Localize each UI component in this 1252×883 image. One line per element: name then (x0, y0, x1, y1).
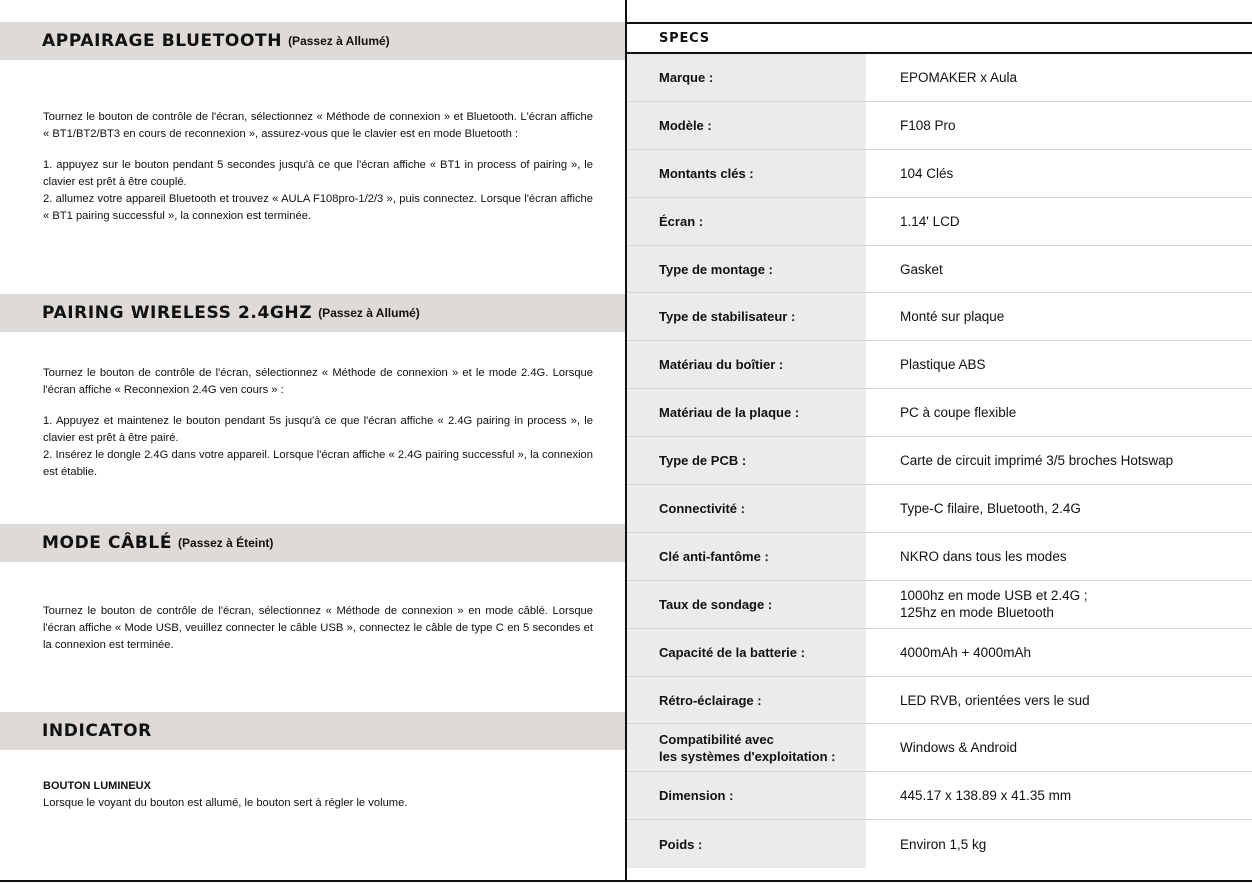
spec-value-text: Carte de circuit imprimé 3/5 broches Hotswap (900, 453, 1174, 469)
section-body-wired (43, 603, 593, 654)
spec-value (866, 150, 1252, 197)
spec-value-text: 104 Clés (900, 165, 954, 181)
spec-key (627, 724, 866, 771)
section-subtitle: (Passez à Allumé) (288, 34, 390, 48)
spec-key-text: Compatibilité avec les systèmes d'exploitation : (659, 731, 836, 764)
spec-key (627, 485, 866, 532)
spec-value-text: PC à coupe flexible (900, 405, 1017, 421)
spec-value-text: Monté sur plaque (900, 309, 1005, 325)
spec-key (627, 246, 866, 293)
spec-value-text: EPOMAKER x Aula (900, 69, 1018, 85)
spec-value-text: Environ 1,5 kg (900, 836, 987, 852)
spec-key (627, 677, 866, 724)
spec-row (627, 198, 1252, 246)
spec-key (627, 293, 866, 340)
spec-row (627, 629, 1252, 677)
section-subtitle: (Passez à Allumé) (318, 306, 420, 320)
spec-key (627, 150, 866, 197)
paragraph: Lorsque le voyant du bouton est allumé, le bouton sert à régler le volume. (43, 797, 408, 809)
section-header-bluetooth (0, 22, 625, 60)
paragraph: 1. Appuyez et maintenez le bouton pendant 5s jusqu'à ce que l'écran affiche « 2.4G pairing in process », le clavier est prêt à être pairé. (43, 415, 593, 444)
spec-key (627, 820, 866, 868)
spec-key (627, 533, 866, 580)
spec-row (627, 820, 1252, 868)
spec-value (866, 629, 1252, 676)
spec-value (866, 389, 1252, 436)
spec-value (866, 293, 1252, 340)
spec-key (627, 389, 866, 436)
spec-value-text: Plastique ABS (900, 357, 986, 373)
spec-row (627, 581, 1252, 629)
specs-header (627, 22, 1252, 54)
spec-row (627, 389, 1252, 437)
spec-row (627, 54, 1252, 102)
spec-value-text: 4000mAh + 4000mAh (900, 644, 1031, 660)
spec-key-text: Modèle : (659, 117, 712, 133)
spec-key-text: Connectivité : (659, 500, 745, 516)
spec-key-text: Rétro-éclairage : (659, 692, 762, 708)
spec-key-text: Capacité de la batterie : (659, 644, 805, 660)
specs-title: SPECS (659, 30, 710, 46)
spec-key (627, 629, 866, 676)
spec-value-text: Type-C filaire, Bluetooth, 2.4G (900, 500, 1081, 516)
spec-row (627, 772, 1252, 820)
spec-row (627, 246, 1252, 294)
spec-row (627, 102, 1252, 150)
paragraph: Tournez le bouton de contrôle de l'écran, sélectionnez « Méthode de connexion » et le mode 2.4G. Lorsque l'écran affiche « Reconnexion 2.4G ven cours » : (43, 367, 593, 396)
spec-value-text: 1000hz en mode USB et 2.4G ; 125hz en mode Bluetooth (900, 588, 1088, 621)
spec-value-text: Gasket (900, 261, 943, 277)
paragraph: Tournez le bouton de contrôle de l'écran, sélectionnez « Méthode de connexion » en mode câblé. Lorsque l'écran affiche « Mode USB, veuillez connecter le câble USB », connectez le câble de type C en 5 secondes et la connexion est terminée. (43, 605, 593, 651)
section-body-bluetooth (43, 109, 593, 225)
spec-value-text: F108 Pro (900, 117, 956, 133)
paragraph: Tournez le bouton de contrôle de l'écran, sélectionnez « Méthode de connexion » et Bluetooth. L'écran affiche « BT1/BT2/BT3 en cours de reconnexion », assurez-vous que le clavier est en mode Bluetooth : (43, 111, 593, 140)
spec-key-text: Clé anti-fantôme : (659, 548, 769, 564)
spec-key-text: Marque : (659, 69, 714, 85)
spec-key (627, 772, 866, 819)
spec-row (627, 437, 1252, 485)
spec-value (866, 724, 1252, 771)
spec-value (866, 533, 1252, 580)
spec-row (627, 485, 1252, 533)
spec-value (866, 820, 1252, 868)
spec-value-text: Windows & Android (900, 740, 1018, 756)
spec-value (866, 246, 1252, 293)
spec-value-text: NKRO dans tous les modes (900, 548, 1067, 564)
spec-key-text: Type de PCB : (659, 453, 747, 469)
section-body-indicator (43, 778, 593, 812)
spec-key (627, 198, 866, 245)
paragraph: 2. allumez votre appareil Bluetooth et trouvez « AULA F108pro-1/2/3 », puis connectez. Lorsque l'écran affiche « BT1 pairing successful », la connexion est terminée. (43, 193, 593, 222)
spec-key (627, 437, 866, 484)
spec-value (866, 677, 1252, 724)
spec-key (627, 54, 866, 101)
spec-value (866, 198, 1252, 245)
spec-key (627, 581, 866, 628)
spec-key-text: Matériau de la plaque : (659, 405, 800, 421)
section-title: INDICATOR (42, 721, 152, 741)
specs-table (627, 54, 1252, 868)
spec-value (866, 341, 1252, 388)
bottom-rule (0, 880, 1252, 882)
section-header-indicator (0, 712, 625, 750)
spec-value (866, 581, 1252, 628)
spec-value (866, 102, 1252, 149)
spec-key-text: Montants clés : (659, 165, 754, 181)
spec-key (627, 102, 866, 149)
section-header-wired (0, 524, 625, 562)
spec-key-text: Taux de sondage : (659, 596, 773, 612)
section-header-wireless (0, 294, 625, 332)
spec-value (866, 485, 1252, 532)
spec-row (627, 150, 1252, 198)
spec-key-text: Poids : (659, 836, 703, 852)
spec-value-text: 445.17 x 138.89 x 41.35 mm (900, 788, 1072, 804)
spec-key-text: Matériau du boîtier : (659, 357, 784, 373)
spec-value (866, 437, 1252, 484)
section-body-wireless (43, 365, 593, 481)
paragraph: 1. appuyez sur le bouton pendant 5 secondes jusqu'à ce que l'écran affiche « BT1 in process of pairing », le clavier est prêt à être couplé. (43, 159, 593, 188)
spec-value-text: LED RVB, orientées vers le sud (900, 692, 1090, 708)
spec-row (627, 341, 1252, 389)
spec-key-text: Type de montage : (659, 261, 773, 277)
specs-panel (627, 0, 1252, 880)
spec-key-text: Type de stabilisateur : (659, 309, 796, 325)
spec-key (627, 341, 866, 388)
spec-row (627, 533, 1252, 581)
spec-row (627, 677, 1252, 725)
instructions-panel (0, 0, 625, 883)
section-title: PAIRING WIRELESS 2.4GHZ (42, 303, 313, 323)
spec-value (866, 772, 1252, 819)
section-subtitle: (Passez à Éteint) (178, 536, 274, 550)
section-title: APPAIRAGE BLUETOOTH (42, 31, 283, 51)
spec-value (866, 54, 1252, 101)
spec-row (627, 724, 1252, 772)
spec-key-text: Écran : (659, 213, 704, 229)
spec-row (627, 293, 1252, 341)
indicator-label: BOUTON LUMINEUX (43, 780, 151, 792)
spec-value-text: 1.14' LCD (900, 213, 960, 229)
spec-key-text: Dimension : (659, 788, 734, 804)
paragraph: 2. Insérez le dongle 2.4G dans votre appareil. Lorsque l'écran affiche « 2.4G pairing successful », la connexion est établie. (43, 449, 593, 478)
section-title: MODE CÂBLÉ (42, 533, 173, 553)
